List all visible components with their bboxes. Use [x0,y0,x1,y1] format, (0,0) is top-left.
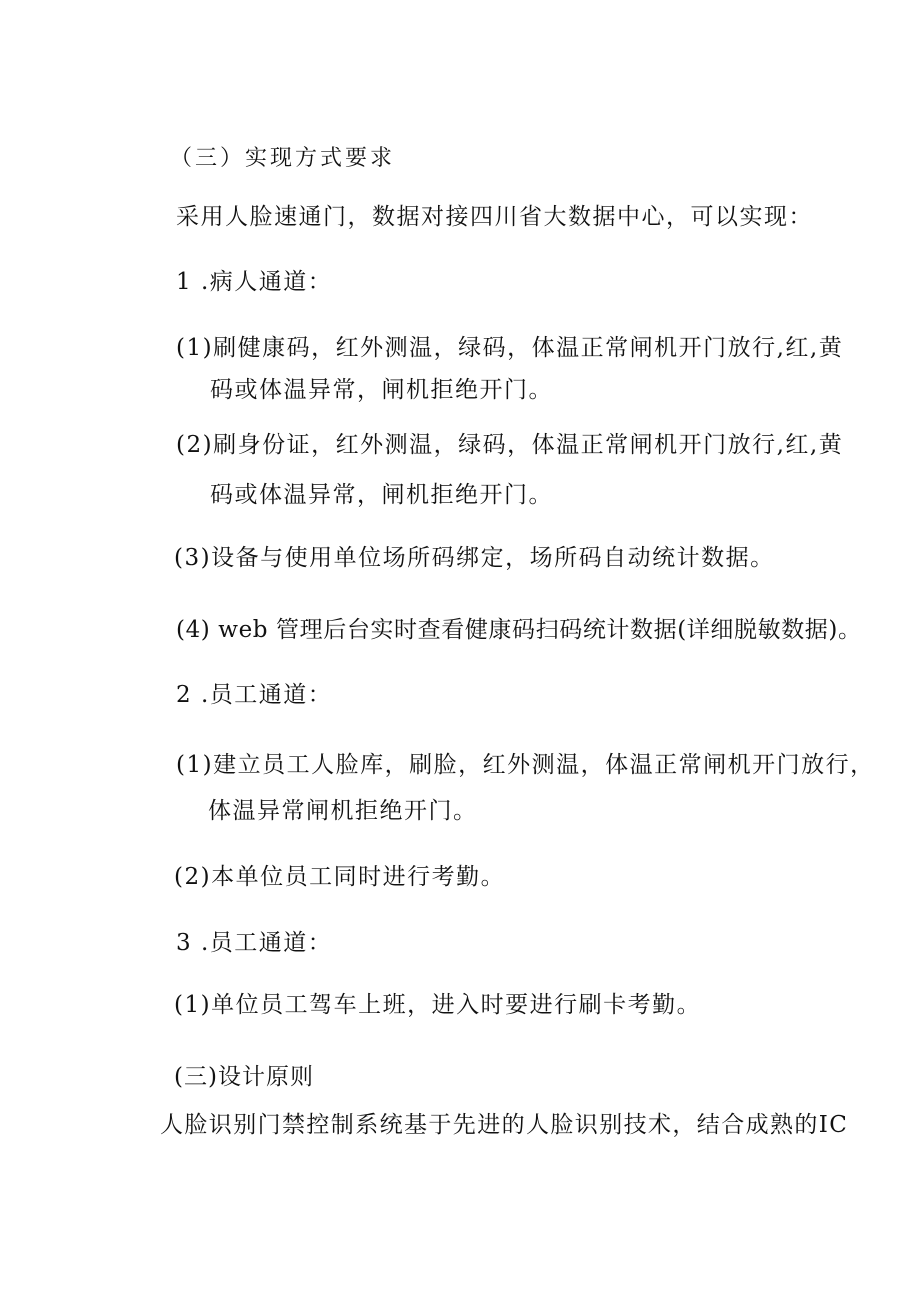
list-item-continuation: 体温异常闸机拒绝开门。 [208,798,478,824]
subsection-title-patient-channel: 1 .病人通道： [176,269,333,295]
list-item-continuation: 码或体温异常，闸机拒绝开门。 [210,482,553,508]
list-item: (4) web 管理后台实时查看健康码扫码统计数据(详细脱敏数据)。 [176,617,862,643]
section-heading-design-principles: (三)设计原则 [174,1064,314,1090]
subsection-title-staff-channel: 2 .员工通道： [176,682,333,708]
subsection-title-staff-channel-2: 3 .员工通道： [176,930,333,956]
list-item: (1)建立员工人脸库，刷脸，红外测温，体温正常闸机开门放行， [176,752,875,778]
section-heading: （三）实现方式要求 [170,146,396,171]
list-item: (3)设备与使用单位场所码绑定，场所码自动统计数据。 [174,545,775,571]
list-item: (2)本单位员工同时进行考勤。 [174,864,506,890]
intro-paragraph: 采用人脸速通门，数据对接四川省大数据中心，可以实现： [176,204,813,230]
list-item: (1)刷健康码，红外测温，绿码，体温正常闸机开门放行,红,黄 [176,335,844,361]
list-item: (2)刷身份证，红外测温，绿码，体温正常闸机开门放行,红,黄 [176,432,844,458]
list-item: (1)单位员工驾车上班，进入时要进行刷卡考勤。 [174,992,702,1018]
list-item-continuation: 码或体温异常，闸机拒绝开门。 [210,377,553,403]
body-paragraph: 人脸识别门禁控制系统基于先进的人脸识别技术，结合成熟的IC [160,1112,849,1138]
